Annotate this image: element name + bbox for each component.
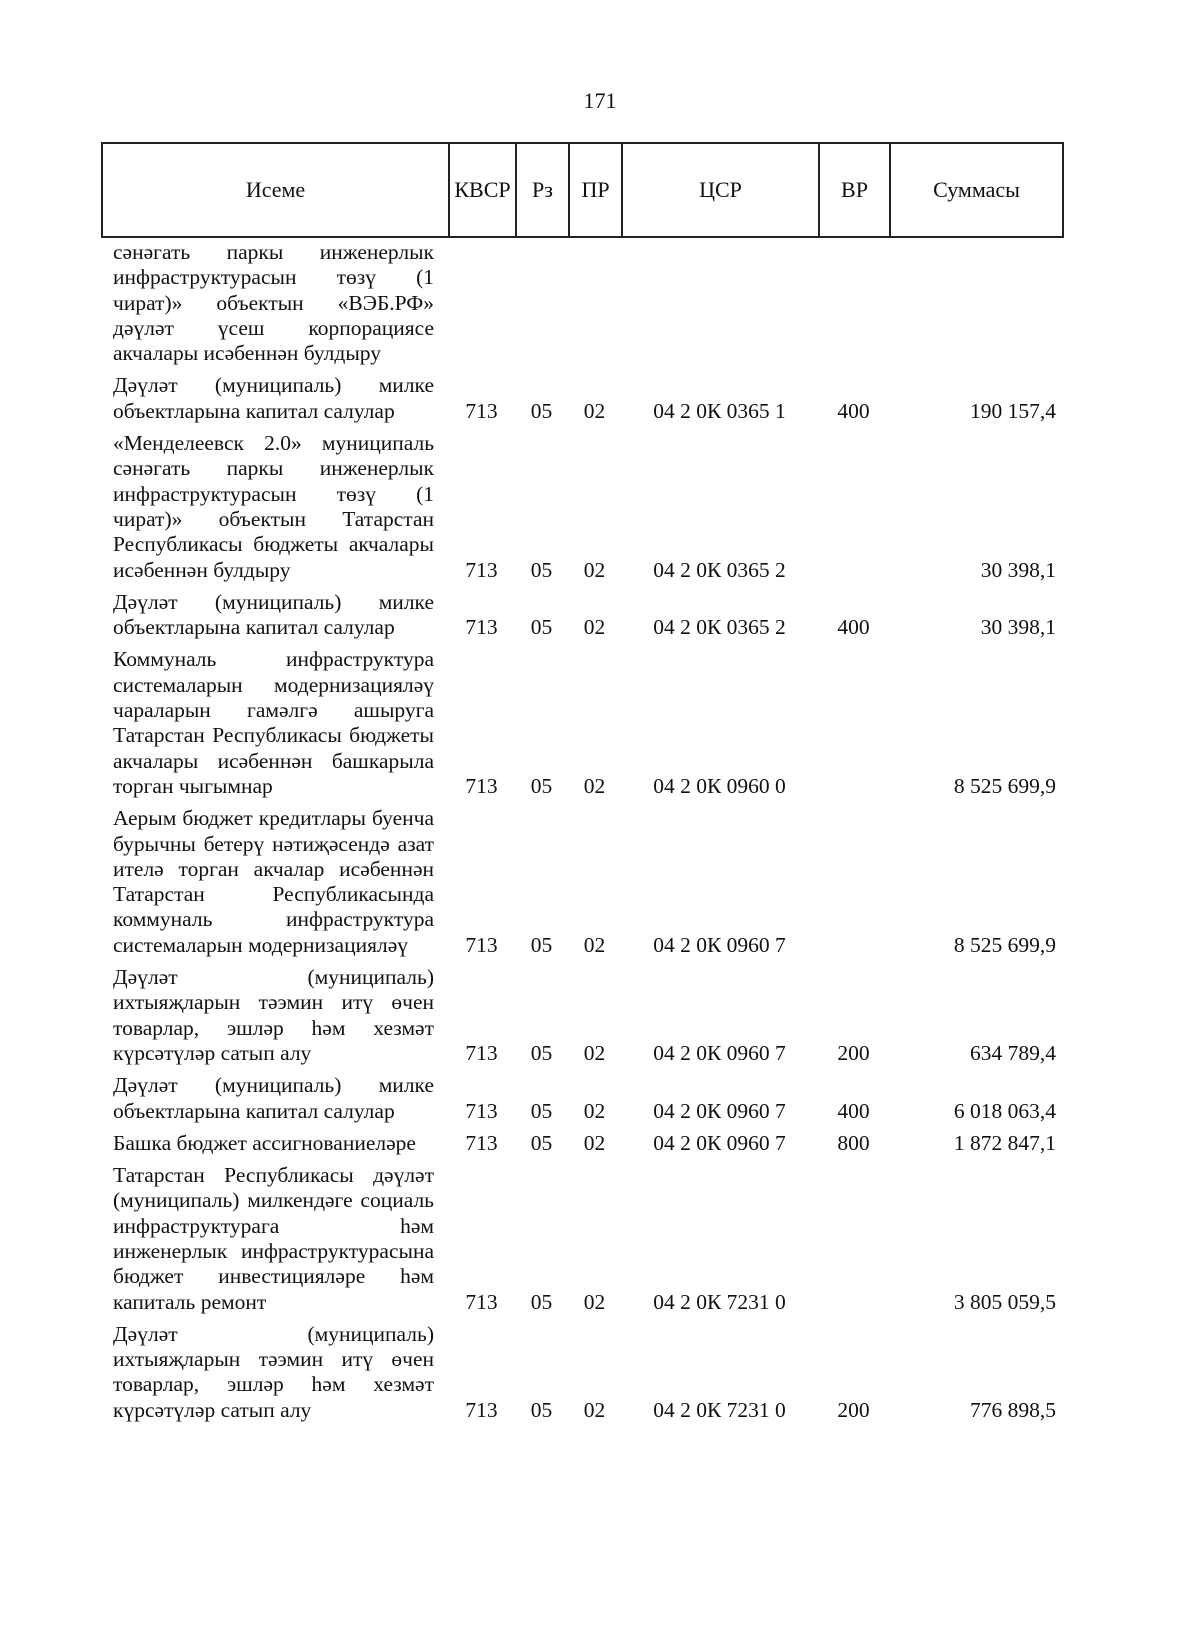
- cell-sum: 634 789,4: [970, 1040, 1056, 1065]
- cell-pr: 02: [583, 932, 606, 957]
- cell-name: [101, 1322, 448, 1430]
- cell-sum: 8 525 699,9: [953, 773, 1056, 798]
- cell-name: [101, 590, 448, 648]
- cell-rz: 05: [530, 1130, 553, 1155]
- table-row: [101, 240, 1062, 373]
- cell-pr: 02: [583, 1397, 606, 1422]
- cell-csr: 04 2 0К 0365 1: [653, 398, 786, 423]
- cell-vr: 400: [837, 1098, 870, 1123]
- cell-rz: [515, 240, 568, 373]
- cell-kvsr: 713: [465, 398, 498, 423]
- cell-csr: 04 2 0К 0960 7: [653, 1130, 786, 1155]
- cell-csr: 04 2 0К 7231 0: [653, 1289, 786, 1314]
- table-row: [101, 373, 1062, 431]
- row-name-text: Дәүләт (муниципаль) ихтыяҗларын тәэмин итү өчен товарлар, эшләр һәм хезмәт күрсәтүләр сатып алу: [113, 965, 434, 1065]
- cell-pr: 02: [583, 1130, 606, 1155]
- cell-pr: 02: [583, 1289, 606, 1314]
- cell-name: [101, 1163, 448, 1322]
- row-name-text: Дәүләт (муниципаль) милке объектларына капитал салулар: [113, 589, 434, 640]
- cell-kvsr: 713: [465, 773, 498, 798]
- cell-csr: 04 2 0К 0960 7: [653, 1040, 786, 1065]
- cell-sum: 3 805 059,5: [953, 1289, 1056, 1314]
- cell-name: [101, 965, 448, 1073]
- table-row: [101, 431, 1062, 590]
- column-header-kvsr: КВСР: [449, 143, 516, 237]
- cell-vr: 400: [837, 398, 870, 423]
- cell-sum: 6 018 063,4: [953, 1098, 1056, 1123]
- cell-name: [101, 431, 448, 590]
- cell-rz: 05: [530, 615, 553, 640]
- cell-sum: 190 157,4: [970, 398, 1056, 423]
- cell-vr: [818, 431, 889, 590]
- column-header-csr: ЦСР: [622, 143, 819, 237]
- cell-sum: 30 398,1: [980, 557, 1056, 582]
- cell-name: [101, 1073, 448, 1131]
- cell-name: [101, 647, 448, 806]
- cell-rz: 05: [530, 1289, 553, 1314]
- cell-sum: 8 525 699,9: [953, 932, 1056, 957]
- cell-sum: 1 872 847,1: [953, 1130, 1056, 1155]
- cell-name: [101, 1131, 448, 1163]
- row-name-text: сәнәгать паркы инженерлык инфраструктурасын төзү (1 чират)» объектын «ВЭБ.РФ» дәүләт үсеш корпорациясе акчалары исәбеннән булдыру: [113, 240, 434, 366]
- cell-name: [101, 240, 448, 373]
- cell-vr: 400: [837, 615, 870, 640]
- column-header-sum: Суммасы: [890, 143, 1063, 237]
- cell-pr: 02: [583, 557, 606, 582]
- row-name-text: Дәүләт (муниципаль) милке объектларына капитал салулар: [113, 373, 434, 423]
- cell-sum: 30 398,1: [980, 615, 1056, 640]
- cell-kvsr: 713: [465, 1397, 498, 1422]
- cell-pr: 02: [583, 615, 606, 640]
- cell-csr: 04 2 0К 0960 7: [653, 932, 786, 957]
- column-header-rz: Рз: [516, 143, 569, 237]
- cell-rz: 05: [530, 932, 553, 957]
- cell-csr: 04 2 0К 0365 2: [653, 557, 786, 582]
- cell-kvsr: 713: [465, 1040, 498, 1065]
- cell-pr: 02: [583, 773, 606, 798]
- cell-vr: [818, 647, 889, 806]
- column-header-vr: ВР: [819, 143, 890, 237]
- table-row: [101, 1073, 1062, 1131]
- cell-rz: 05: [530, 1098, 553, 1123]
- cell-rz: 05: [530, 1040, 553, 1065]
- cell-kvsr: [448, 240, 515, 373]
- row-name-text: «Менделеевск 2.0» муниципаль сәнәгать паркы инженерлык инфраструктурасын төзү (1 чират)» объектын Татарстан Республикасы бюджеты акчалары исәбеннән булдыру: [113, 431, 434, 582]
- budget-table: [101, 240, 1062, 1430]
- cell-kvsr: 713: [465, 1098, 498, 1123]
- cell-vr: 200: [837, 1040, 870, 1065]
- cell-kvsr: 713: [465, 1289, 498, 1314]
- table-header: [101, 142, 1064, 238]
- cell-csr: 04 2 0К 7231 0: [653, 1397, 786, 1422]
- cell-sum: 776 898,5: [970, 1397, 1056, 1422]
- row-name-text: Башка бюджет ассигнованиеләре: [113, 1130, 416, 1155]
- table-row: [101, 806, 1062, 965]
- cell-vr: 800: [837, 1130, 870, 1155]
- cell-vr: 200: [837, 1397, 870, 1422]
- column-header-pr: ПР: [569, 143, 622, 237]
- table-row: [101, 1131, 1062, 1163]
- table-row: [101, 1322, 1062, 1430]
- cell-name: [101, 373, 448, 431]
- table-body: [101, 240, 1062, 1430]
- row-name-text: Дәүләт (муниципаль) милке объектларына капитал салулар: [113, 1073, 434, 1123]
- row-name-text: Дәүләт (муниципаль) ихтыяҗларын тәэмин итү өчен товарлар, эшләр һәм хезмәт күрсәтүләр сатып алу: [113, 1321, 434, 1422]
- table-row: [101, 647, 1062, 806]
- cell-vr: [818, 806, 889, 965]
- cell-csr: [621, 240, 818, 373]
- cell-pr: [568, 240, 621, 373]
- cell-csr: 04 2 0К 0365 2: [653, 615, 786, 640]
- cell-kvsr: 713: [465, 557, 498, 582]
- table-row: [101, 1163, 1062, 1322]
- cell-vr: [818, 1163, 889, 1322]
- cell-name: [101, 806, 448, 965]
- cell-vr: [818, 240, 889, 373]
- cell-pr: 02: [583, 1098, 606, 1123]
- table-row: [101, 965, 1062, 1073]
- row-name-text: Аерым бюджет кредитлары буенча бурычны бетерү нәтиҗәсендә азат ителә торган акчалар исәбеннән Татарстан Республикасында коммуналь инфраструктура системаларын модернизацияләү: [113, 806, 434, 957]
- cell-pr: 02: [583, 398, 606, 423]
- cell-sum: [889, 240, 1062, 373]
- row-name-text: Татарстан Республикасы дәүләт (муниципаль) милкендәге социаль инфраструктурага һәм инженерлык инфраструктурасына бюджет инвестицияләре һәм капиталь ремонт: [113, 1163, 434, 1314]
- cell-pr: 02: [583, 1040, 606, 1065]
- cell-csr: 04 2 0К 0960 7: [653, 1098, 786, 1123]
- column-header-name: Исеме: [102, 143, 449, 237]
- cell-rz: 05: [530, 398, 553, 423]
- cell-rz: 05: [530, 557, 553, 582]
- row-name-text: Коммуналь инфраструктура системаларын модернизацияләү чараларын гамәлгә ашыруга Татарстан Республикасы бюджеты акчалары исәбеннән башкарыла торган чыгымнар: [113, 647, 434, 798]
- cell-kvsr: 713: [465, 1130, 498, 1155]
- page-number: 171: [583, 88, 617, 113]
- cell-rz: 05: [530, 773, 553, 798]
- cell-kvsr: 713: [465, 615, 498, 640]
- cell-rz: 05: [530, 1397, 553, 1422]
- table-row: [101, 590, 1062, 648]
- cell-kvsr: 713: [465, 932, 498, 957]
- cell-csr: 04 2 0К 0960 0: [653, 773, 786, 798]
